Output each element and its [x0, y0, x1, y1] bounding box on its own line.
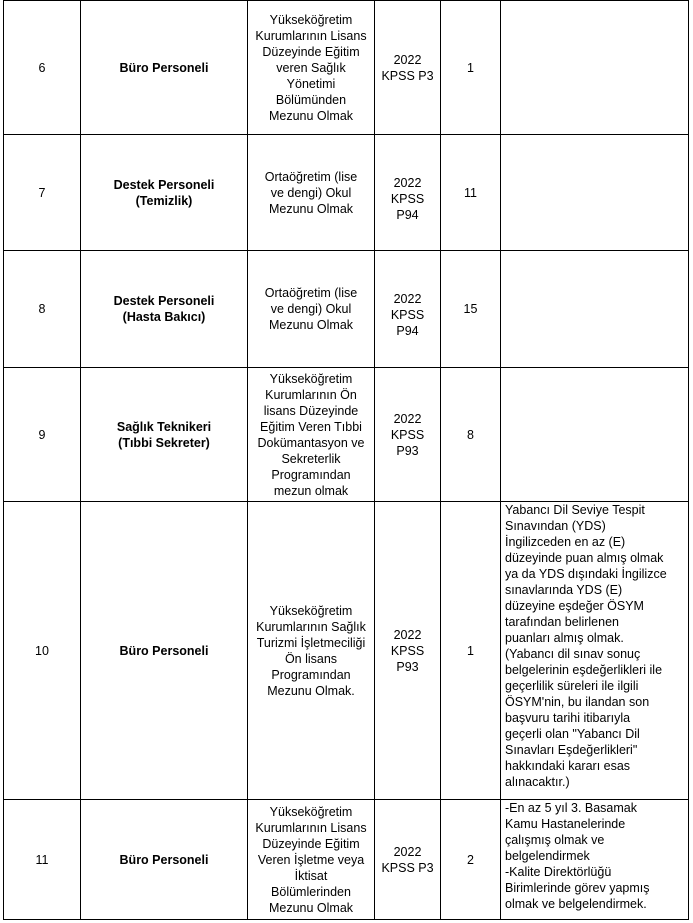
education-requirement: Yükseköğretim Kurumlarının Lisans Düzeyinde Eğitim Veren İşletme veya İktisat Bölümlerinden Mezunu Olmak [248, 800, 375, 920]
position-count: 1 [441, 1, 501, 135]
position-table [3, 0, 689, 920]
kpss-score-type: 2022 KPSS P94 [375, 135, 441, 251]
kpss-score-type: 2022 KPSS P3 [375, 1, 441, 135]
table-row [4, 502, 689, 800]
row-number: 9 [4, 368, 81, 502]
special-conditions [501, 135, 689, 251]
kpss-score-type: 2022 KPSS P3 [375, 800, 441, 920]
table-row [4, 368, 689, 502]
row-number: 10 [4, 502, 81, 800]
position-count: 15 [441, 251, 501, 368]
kpss-score-type: 2022 KPSS P93 [375, 502, 441, 800]
position-title: Büro Personeli [81, 502, 248, 800]
education-requirement: Ortaöğretim (lise ve dengi) Okul Mezunu Olmak [248, 251, 375, 368]
position-title: Destek Personeli (Hasta Bakıcı) [81, 251, 248, 368]
education-requirement: Yükseköğretim Kurumlarının Sağlık Turizmi İşletmeciliği Ön lisans Programından Mezunu Olmak. [248, 502, 375, 800]
position-count: 2 [441, 800, 501, 920]
special-conditions [501, 368, 689, 502]
row-number: 6 [4, 1, 81, 135]
table-row [4, 135, 689, 251]
education-requirement: Yükseköğretim Kurumlarının Lisans Düzeyinde Eğitim veren Sağlık Yönetimi Bölümünden Mezunu Olmak [248, 1, 375, 135]
position-title: Destek Personeli (Temizlik) [81, 135, 248, 251]
position-title: Büro Personeli [81, 800, 248, 920]
table-row [4, 251, 689, 368]
row-number: 7 [4, 135, 81, 251]
table-row [4, 1, 689, 135]
education-requirement: Yükseköğretim Kurumlarının Ön lisans Düzeyinde Eğitim Veren Tıbbi Dokümantasyon ve Sekreterlik Programından mezun olmak [248, 368, 375, 502]
position-count: 11 [441, 135, 501, 251]
position-count: 1 [441, 502, 501, 800]
special-conditions [501, 251, 689, 368]
row-number: 11 [4, 800, 81, 920]
special-conditions [501, 1, 689, 135]
education-requirement: Ortaöğretim (lise ve dengi) Okul Mezunu Olmak [248, 135, 375, 251]
table-row [4, 800, 689, 920]
row-number: 8 [4, 251, 81, 368]
position-count: 8 [441, 368, 501, 502]
position-title: Sağlık Teknikeri (Tıbbi Sekreter) [81, 368, 248, 502]
special-conditions: Yabancı Dil Seviye Tespit Sınavından (YDS) İngilizceden en az (E) düzeyinde puan almış olmak ya da YDS dışındaki İngilizce sınavlarında YDS (E) düzeyine eşdeğer ÖSYM tarafından belirlenen puanları almış olmak. (Yabancı dil sınav sonuç belgelerinin eşdeğerlikleri ile geçerlilik süreleri ile ilgili ÖSYM'nin, bu ilandan son başvuru tarihi itibarıyla geçerli olan "Yabancı Dil Sınavları Eşdeğerlikleri" hakkındaki kararı esas alınacaktır.) [501, 502, 689, 800]
position-title: Büro Personeli [81, 1, 248, 135]
kpss-score-type: 2022 KPSS P93 [375, 368, 441, 502]
kpss-score-type: 2022 KPSS P94 [375, 251, 441, 368]
special-conditions: -En az 5 yıl 3. Basamak Kamu Hastanelerinde çalışmış olmak ve belgelendirmek -Kalite Direktörlüğü Birimlerinde görev yapmış olmak ve belgelendirmek. [501, 800, 689, 920]
